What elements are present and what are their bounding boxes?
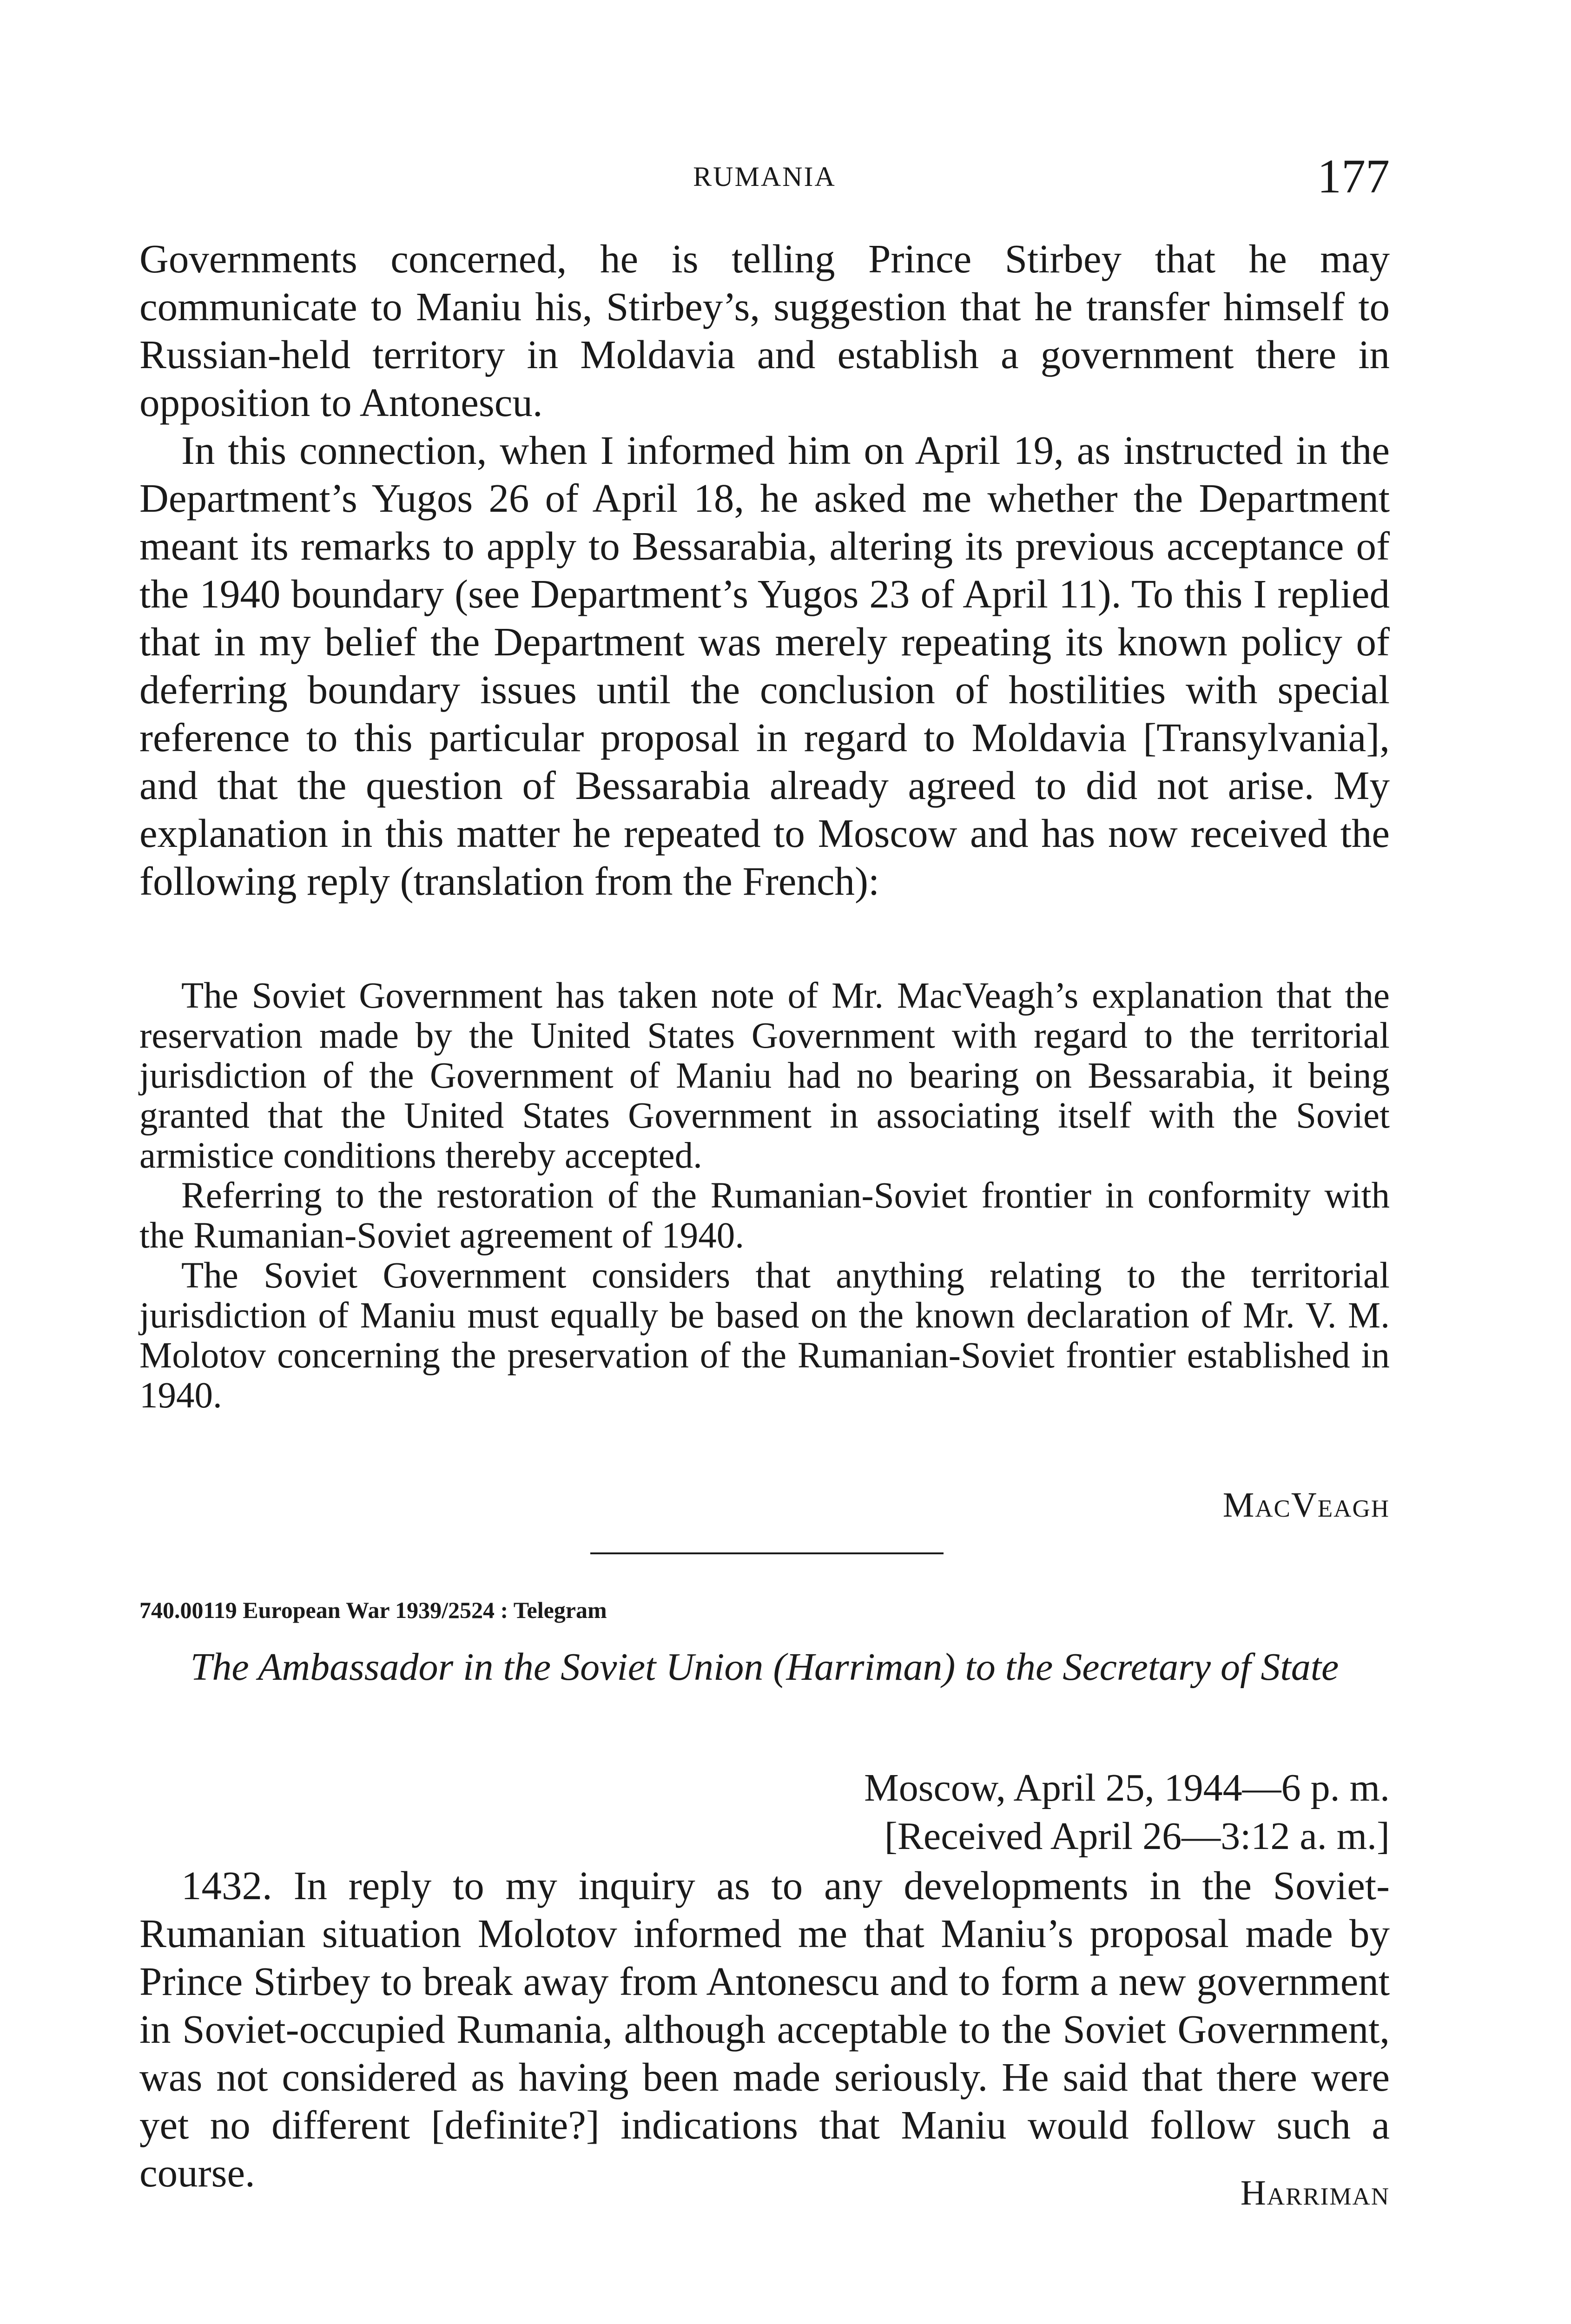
dateline: Moscow, April 25, 1944—6 p. m. [864,1766,1390,1809]
signature-macveagh: MacVeagh [1222,1486,1390,1525]
file-reference: 740.00119 European War 1939/2524 : Telegram [139,1597,607,1623]
quoted-reply [139,976,1390,1416]
telegram-body [139,1862,1390,2197]
page-number: 177 [1317,150,1390,203]
telegram-paragraph: 1432. In reply to my inquiry as to any developments in the Soviet-Rumanian situation Molotov informed me that Maniu’s proposal made by Prince Stirbey to break away from Antonescu and to form a new government in Soviet-occupied Rumania, although acceptable to the Soviet Government, was not considered as having been made seriously. He said that there were yet no different [definite?] indications that Maniu would follow such a course. [139,1863,1390,2195]
section-divider [590,1552,944,1554]
quote-paragraph-2: Referring to the restoration of the Rumanian-Soviet frontier in conformity with the Rumanian-Soviet agreement of 1940. [139,1175,1390,1256]
opening-paragraph-1: Governments concerned, he is telling Prince Stirbey that he may communicate to Maniu his, Stirbey’s, suggestion that he transfer himself to Russian-held territory in Moldavia and establish a government there in opposition to Antonescu. [139,236,1390,425]
signature-harriman: Harriman [1240,2173,1390,2212]
opening-paragraph-2: In this connection, when I informed him on April 19, as instructed in the Department’s Yugos 26 of April 18, he asked me whether the Department meant its remarks to apply to Bessarabia, altering its previous acceptance of the 1940 boundary (see Department’s Yugos 23 of April 11). To this I replied that in my belief the Department was merely repeating its known policy of deferring boundary issues until the conclusion of hostilities with special reference to this particular proposal in regard to Moldavia [Transylvania], and that the question of Bessarabia already agreed to did not arise. My explanation in this matter he repeated to Moscow and has now received the following reply (translation from the French): [139,428,1390,904]
dateline-block [739,1764,1390,1861]
received-line: [Received April 26—3:12 a. m.] [884,1815,1390,1858]
document-title: The Ambassador in the Soviet Union (Harriman) to the Secretary of State [190,1645,1339,1689]
quote-paragraph-1: The Soviet Government has taken note of Mr. MacVeagh’s explanation that the reservation made by the United States Government with regard to the territorial jurisdiction of the Government of Maniu had no bearing on Bessarabia, it being granted that the United States Government in associating itself with the Soviet armistice conditions thereby accepted. [139,976,1390,1176]
opening-section [139,235,1390,905]
quote-paragraph-3: The Soviet Government considers that anything relating to the territorial jurisdiction of Maniu must equally be based on the known declaration of Mr. V. M. Molotov concerning the preservation of the Rumanian-Soviet frontier established in 1940. [139,1255,1390,1416]
page-header [139,149,1390,205]
running-head: RUMANIA [693,161,836,192]
